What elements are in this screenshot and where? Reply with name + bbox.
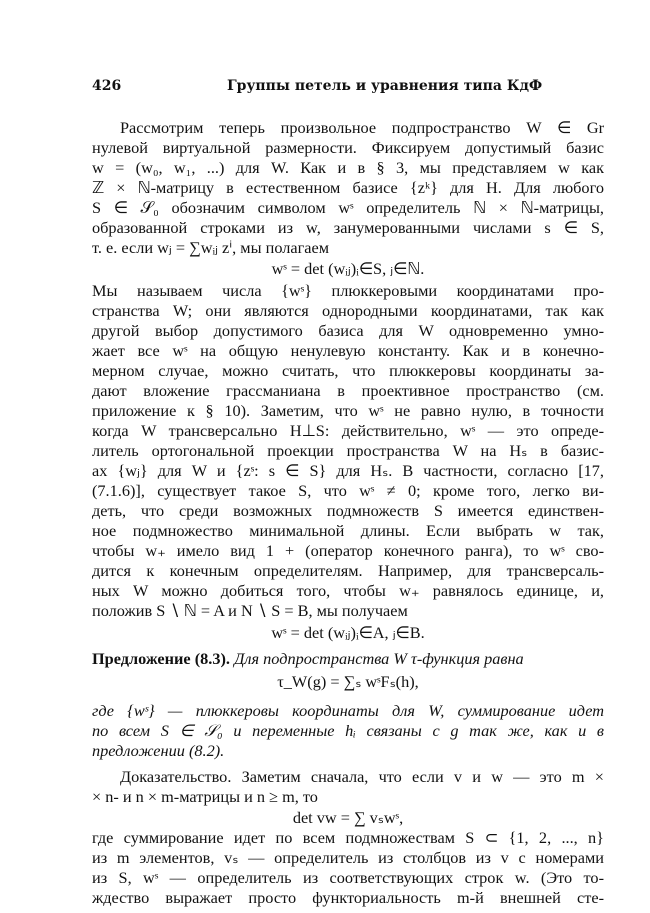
display-formula: wˢ = det (wᵢⱼ)ᵢ∈S, ⱼ∈ℕ.	[271, 258, 425, 278]
text-line: дится к конечным определителям. Например, для трансверсаль-	[92, 561, 604, 581]
text-line: т. е. если wⱼ = ∑wᵢⱼ zⁱ, мы полагаем	[92, 237, 330, 257]
text-line: из S, wˢ — определитель из соответствующих строк w. (Это то-	[92, 868, 604, 887]
text-line: мерном случае, можно считать, что плюккеровы координаты за-	[92, 361, 604, 381]
text-line: Доказательство. Заметим сначала, что если v и w — это m ×	[120, 767, 604, 787]
text-line: ное подмножество минимальной длины. Если выбрать w так,	[92, 521, 604, 541]
proposition-line	[92, 648, 604, 670]
text-line: S ∈ 𝒮₀ обозначим символом wˢ определитель ℕ × ℕ-матрицы,	[92, 197, 604, 217]
text-line: дают вложение грассманиана в проективное пространство (см.	[92, 381, 604, 401]
text-line: предложении (8.2).	[92, 740, 225, 760]
running-title: Группы петель и уравнения типа КдФ	[227, 78, 543, 94]
text-line: где суммирование идет по всем подмножествам S ⊂ {1, 2, ..., n}	[92, 828, 604, 848]
text-line: жает все wˢ на общую ненулевую константу. Как и в конечно-	[92, 341, 604, 361]
text-line: по всем S ∈ 𝒮₀ и переменные hᵢ связаны с g так же, как и в	[92, 720, 604, 740]
text-line: Мы называем числа {wˢ} плюккеровыми координатами про-	[92, 281, 604, 301]
text-line: (7.1.6)], существует такое S, что wˢ ≠ 0; кроме того, легко ви-	[92, 481, 604, 501]
display-formula: det vw = ∑ vₛwˢ,	[292, 808, 404, 828]
proposition-heading: Предложение (8.3).	[92, 649, 230, 669]
text-line: Рассмотрим теперь произвольное подпространство W ∈ Gr	[120, 118, 604, 137]
text-line: × n- и n × m-матрицы и n ≥ m, то	[92, 787, 318, 807]
text-line: положив S ∖ ℕ = A и N ∖ S = B, мы получаем	[92, 601, 408, 621]
text-line: w = (w₀, w₁, ...) для W. Как и в § 3, мы представляем w как	[92, 158, 604, 177]
text-line: образованной строками из w, занумерованными числами s ∈ S,	[92, 217, 604, 237]
text-line: литель ортогональной проекции пространства W на Hₛ в базис-	[92, 441, 604, 461]
page-number: 426	[92, 78, 122, 94]
text-line: приложение к § 10). Заметим, что wˢ не равно нулю, в точности	[92, 401, 604, 421]
text-line: когда W трансверсально H⊥S: действительно, wˢ — это опреде-	[92, 421, 604, 441]
text-line: из m элементов, vₛ — определитель из столбцов из v с номерами	[92, 848, 604, 867]
text-line: ах {wⱼ} для W и {zˢ: s ∈ S} для Hₛ. В частности, согласно [17,	[92, 461, 604, 481]
text-line: деть, что среди возможных подмножеств S имеется единствен-	[92, 501, 604, 521]
text-line: чтобы w₊ имело вид 1 + (оператор конечного ранга), то wˢ сво-	[92, 541, 604, 561]
text-line: ℤ × ℕ-матрицу в естественном базисе {zᵏ} для H. Для любого	[92, 177, 604, 197]
proposition-text: Для подпространства W τ-функция равна	[234, 649, 524, 669]
display-formula: τ_W(g) = ∑ₛ wˢFₛ(h),	[277, 671, 419, 691]
display-formula: wˢ = det (wᵢⱼ)ᵢ∈A, ⱼ∈B.	[271, 622, 425, 642]
text-line: другой выбор допустимого базиса для W одновременно умно-	[92, 321, 604, 341]
text-line: ных W можно добиться того, чтобы w₊ равнялось единице, и,	[92, 581, 604, 601]
text-line: нулевой виртуальной размерности. Фиксируем допустимый базис	[92, 138, 604, 157]
text-line: ждество выражает просто функториальность m-й внешней сте-	[92, 888, 604, 907]
text-line: странства W; они являются однородными координатами, так как	[92, 301, 604, 321]
text-line: где {wˢ} — плюккеровы координаты для W, суммирование идет	[92, 700, 604, 720]
